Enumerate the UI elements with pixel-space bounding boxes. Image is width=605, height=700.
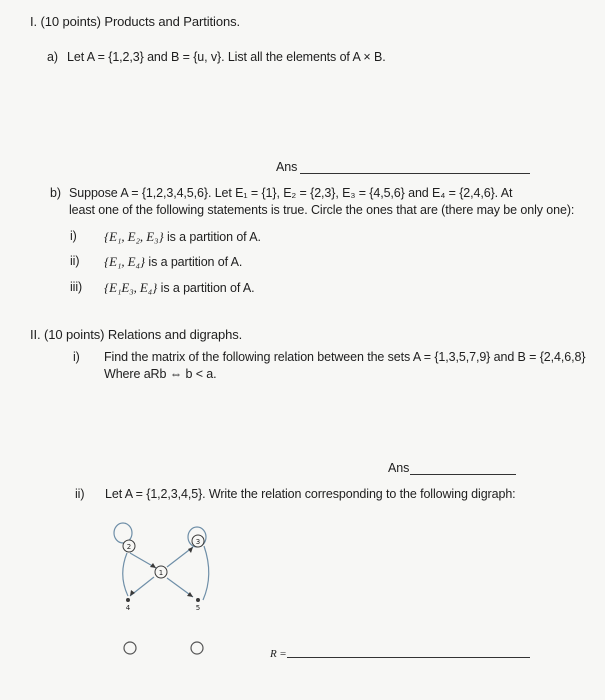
option-1-num: i) [70,229,77,243]
option-3-num: iii) [70,280,83,294]
part-i-line-1: Find the matrix of the following relation between the sets A = {1,3,5,7,9} and B = {2,4,6,8} [104,350,586,364]
empty-circle-right [191,642,203,654]
node-label-2: 2 [126,543,132,551]
node-label-4: 4 [125,604,131,612]
arrowhead-1-4 [130,590,135,596]
node-label-3: 3 [195,538,201,546]
edge-2-4 [123,553,128,596]
node-label-1: 1 [158,569,164,577]
option-2-num: ii) [70,254,80,268]
option-2[interactable]: {E₁, E₄} is a partition of A. [104,254,243,269]
arrowhead-1-3 [188,547,193,553]
part-ii-num: ii) [75,487,85,501]
node-4 [127,599,130,602]
section-2-heading: II. (10 points) Relations and digraphs. [30,327,243,342]
r-label: R = [270,648,287,660]
part-a-question: Let A = {1,2,3} and B = {u, v}. List all the elements of A × B. [67,50,386,64]
part-i-num: i) [73,350,80,364]
part-ii-question: Let A = {1,2,3,4,5}. Write the relation corresponding to the following digraph: [105,487,516,501]
edge-3-5 [203,546,209,600]
node-5 [197,599,200,602]
ans-label-2: Ans [388,461,410,475]
part-b-line-2: least one of the following statements is true. Circle the ones that are (there may be only one): [69,203,575,217]
part-i-line-2: Where aRb ⇔ b < a. [104,367,217,381]
ans-label-1: Ans [276,160,298,174]
option-1[interactable]: {E₁, E₂, E₃} is a partition of A. [104,229,261,244]
node-label-5: 5 [195,604,201,612]
answer-line-r[interactable] [287,657,530,658]
part-b-line-1: Suppose A = {1,2,3,4,5,6}. Let E₁ = {1}, E₂ = {2,3}, E₃ = {4,5,6} and E₄ = {2,4,6}. At [69,186,513,200]
empty-circle-left [124,642,136,654]
part-a-label: a) [47,50,58,64]
option-3[interactable]: {E₁E₃, E₄} is a partition of A. [104,280,255,295]
part-b-label: b) [50,186,61,200]
section-1-heading: I. (10 points) Products and Partitions. [30,14,240,29]
